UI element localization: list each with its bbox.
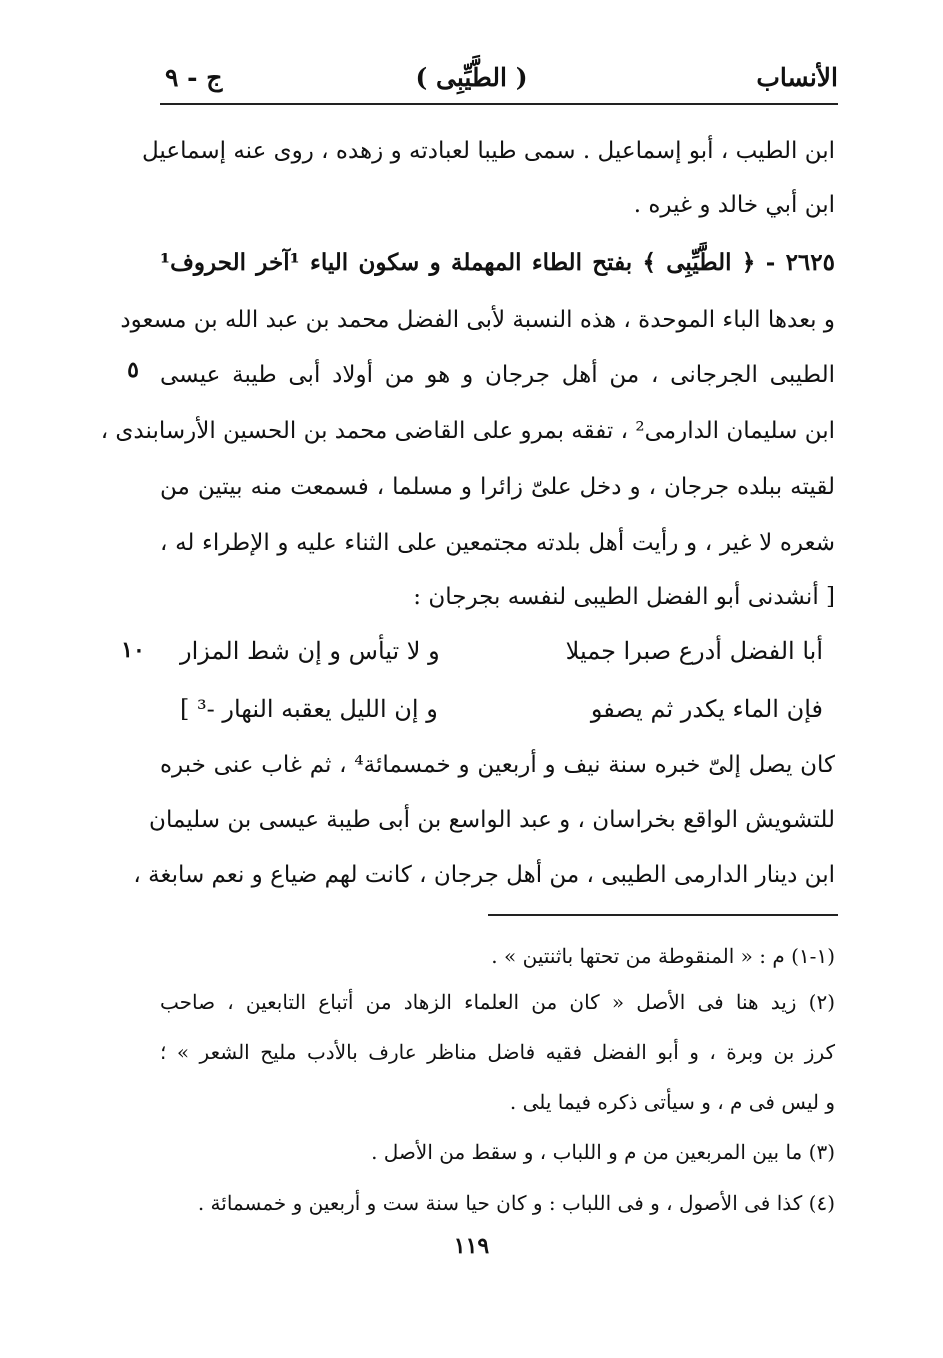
header-rule: [160, 103, 838, 105]
line-number-10: ١٠: [121, 637, 145, 663]
footnote-rule: [488, 914, 838, 916]
body-line-9: [ أنشدنى أبو الفضل الطيبى لنفسه بجرجان :: [413, 584, 835, 610]
body-line-13: للتشويش الواقع بخراسان ، و عبد الواسع بن أبى طيبة عيسى بن سليمان: [149, 807, 835, 833]
entry-heading-line: ٢٦٢٥ - ﴿ الطَّيِّبِى ﴾ بفتح الطاء المهملة و سكون الياء ¹آخر الحروف¹: [160, 249, 835, 276]
body-line-1: ابن الطيب ، أبو إسماعيل . سمى طيبا لعبادته و زهده ، روى عنه إسماعيل: [141, 138, 835, 164]
footnote-3: (٣) ما بين المربعين من م و اللباب ، و سقط من الأصل .: [371, 1140, 835, 1164]
running-head-volume: ج - ٩: [165, 63, 223, 92]
footnote-2-cont-2: و ليس فى م ، و سيأتى ذكره فيما يلى .: [509, 1090, 835, 1114]
footnote-2-cont-1: كرز بن وبرة ، و أبو الفضل فقيه فاضل مناظر عارف بالأدب مليح الشعر » ؛: [160, 1040, 835, 1064]
body-line-5: الطيبى الجرجانى ، من أهل جرجان و هو من أولاد أبى طيبة عيسى: [160, 362, 835, 388]
body-line-14: ابن دينار الدارمى الطيبى ، من أهل جرجان ، كانت لهم ضياع و نعم سابغة ،: [133, 862, 835, 888]
body-line-4: و بعدها الباء الموحدة ، هذه النسبة لأبى الفضل محمد بن عبد الله بن مسعود: [120, 307, 835, 333]
verse-line-1: [180, 625, 823, 677]
body-line-8: شعره لا غير ، و رأيت أهل بلدته مجتمعين على الثناء عليه و الإطراء له ،: [160, 530, 835, 556]
verse-1-first-hemistich: أبا الفضل أدرع صبرا جميلا: [565, 637, 823, 665]
body-line-12: كان يصل إلىّ خبره سنة نيف و أربعين و خمسمائة⁴ ، ثم غاب عنى خبره: [160, 752, 835, 778]
verse-2-first-hemistich: فإن الماء يكدر ثم يصفو: [590, 695, 823, 723]
verse-line-2: [180, 683, 823, 735]
footnote-2: (٢) زيد هنا فى الأصل « كان من العلماء الزهاد من أتباع التابعين ، صاحب: [160, 990, 835, 1014]
body-line-2: ابن أبي خالد و غيره .: [633, 192, 835, 218]
footnote-4: (٤) كذا فى الأصول ، و فى اللباب : و كان حيا سنة ست و أربعين و خمسمائة .: [197, 1191, 835, 1215]
verse-2-second-hemistich: و إن الليل يعقبه النهار -³ ]: [180, 695, 438, 723]
running-head-book-title: الأنساب: [756, 63, 838, 92]
running-head-entry: ( الطَّيِّبِى ): [415, 63, 528, 92]
footnote-1: (١-١) م : « المنقوطة من تحتها باثنتين » .: [491, 944, 835, 968]
line-number-5: ٥: [127, 357, 139, 383]
body-line-7: لقيته ببلده جرجان ، و دخل علىّ زائرا و مسلما ، فسمعت منه بيتين من: [160, 474, 835, 500]
page-number: ١١٩: [453, 1233, 490, 1259]
verse-1-second-hemistich: و لا تيأس و إن شط المزار: [180, 637, 440, 665]
body-line-6: ابن سليمان الدارمى² ، تفقه بمرو على القاضى محمد بن الحسين الأرسابندى ،: [100, 418, 835, 444]
